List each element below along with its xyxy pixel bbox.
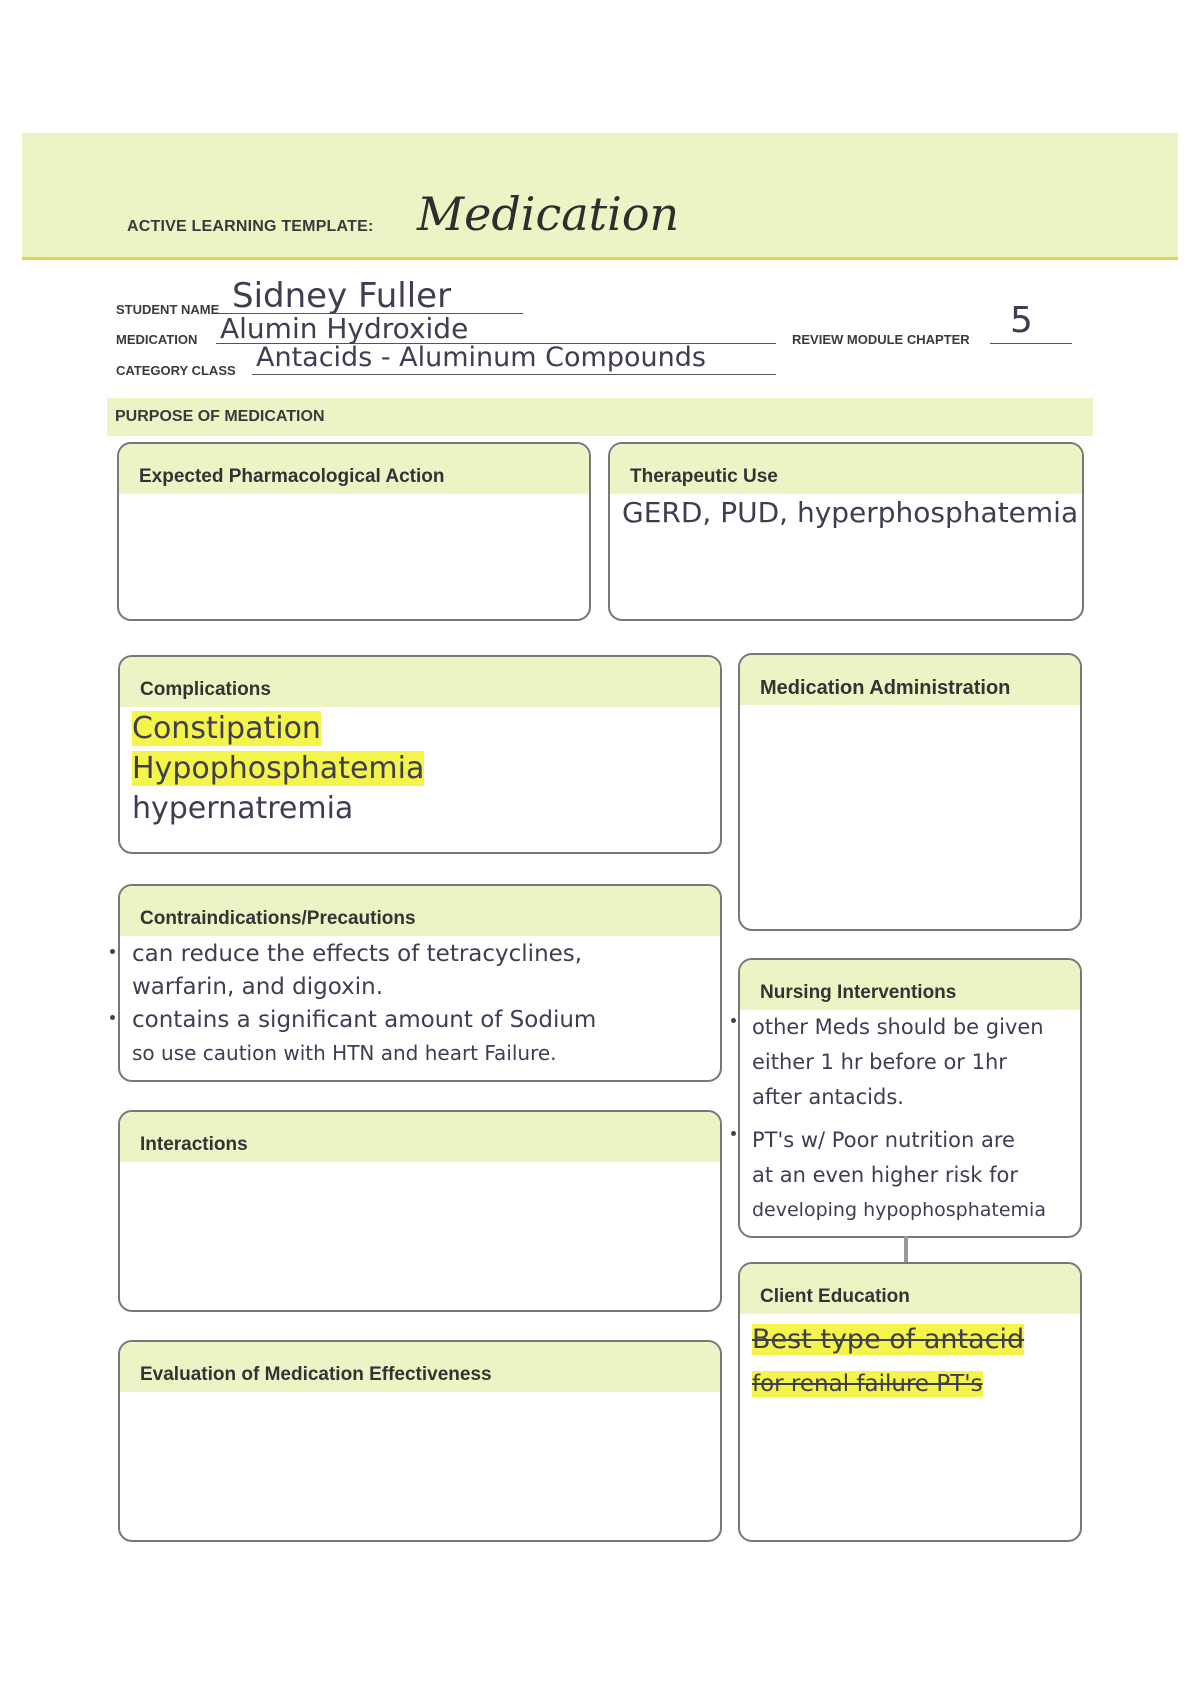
complication-line: hypernatremia (132, 791, 354, 826)
expected-action-box[interactable] (117, 442, 591, 621)
category-field[interactable]: Antacids - Aluminum Compounds (256, 342, 706, 373)
student-name-field[interactable]: Sidney Fuller (232, 276, 452, 316)
nursing-line: developing hypophosphatemia (752, 1199, 1046, 1221)
nursing-line: PT's w/ Poor nutrition are (752, 1128, 1015, 1152)
category-label: CATEGORY CLASS (116, 363, 236, 378)
category-line (252, 374, 776, 375)
client-education-title: Client Education (760, 1286, 910, 1307)
evaluation-box[interactable] (118, 1340, 722, 1542)
contraindication-line: warfarin, and digoxin. (132, 974, 384, 1000)
review-chapter-label: REVIEW MODULE CHAPTER (792, 332, 970, 347)
purpose-section-header (107, 398, 1093, 436)
review-chapter-field[interactable]: 5 (1010, 300, 1033, 341)
bullet-dot (110, 949, 115, 954)
contraindications-title: Contraindications/Precautions (140, 908, 416, 929)
nursing-line: after antacids. (752, 1085, 904, 1109)
medication-administration-box[interactable] (738, 653, 1082, 931)
template-banner (22, 133, 1178, 260)
complications-box[interactable] (118, 655, 722, 854)
therapeutic-use-box[interactable] (608, 442, 1084, 621)
client-education-line: for renal failure PT's (752, 1371, 983, 1397)
therapeutic-use-text: GERD, PUD, hyperphosphatemia (622, 496, 1079, 529)
contraindication-line: contains a significant amount of Sodium (132, 1007, 597, 1033)
therapeutic-use-title: Therapeutic Use (630, 466, 778, 487)
page-title: Medication (417, 187, 680, 241)
client-education-line: Best type of antacid (752, 1324, 1025, 1355)
bullet-dot (731, 1131, 736, 1136)
bullet-dot (110, 1015, 115, 1020)
nursing-line: either 1 hr before or 1hr (752, 1050, 1007, 1074)
review-chapter-line (990, 343, 1072, 344)
nursing-line: at an even higher risk for (752, 1163, 1019, 1187)
complications-title: Complications (140, 679, 271, 700)
template-label: ACTIVE LEARNING TEMPLATE: (127, 218, 374, 235)
complication-line: Hypophosphatemia (132, 751, 425, 786)
interactions-title: Interactions (140, 1134, 248, 1155)
medication-label: MEDICATION (116, 332, 198, 347)
connector-line (904, 1236, 908, 1262)
nursing-interventions-box[interactable] (738, 958, 1082, 1238)
contraindications-box[interactable] (118, 884, 722, 1082)
complication-line: Constipation (132, 711, 321, 746)
bullet-dot (731, 1018, 736, 1023)
contraindication-line: can reduce the effects of tetracyclines, (132, 941, 583, 967)
nursing-interventions-title: Nursing Interventions (760, 982, 957, 1003)
evaluation-title: Evaluation of Medication Effectiveness (140, 1364, 492, 1385)
expected-action-title: Expected Pharmacological Action (139, 466, 445, 487)
medication-administration-title: Medication Administration (760, 677, 1011, 699)
nursing-line: other Meds should be given (752, 1015, 1044, 1039)
medication-field[interactable]: Alumin Hydroxide (220, 312, 469, 345)
contraindication-line: so use caution with HTN and heart Failure. (132, 1041, 557, 1065)
interactions-box[interactable] (118, 1110, 722, 1312)
client-education-box[interactable] (738, 1262, 1082, 1542)
purpose-label: PURPOSE OF MEDICATION (115, 408, 325, 425)
student-name-label: STUDENT NAME (116, 302, 220, 317)
